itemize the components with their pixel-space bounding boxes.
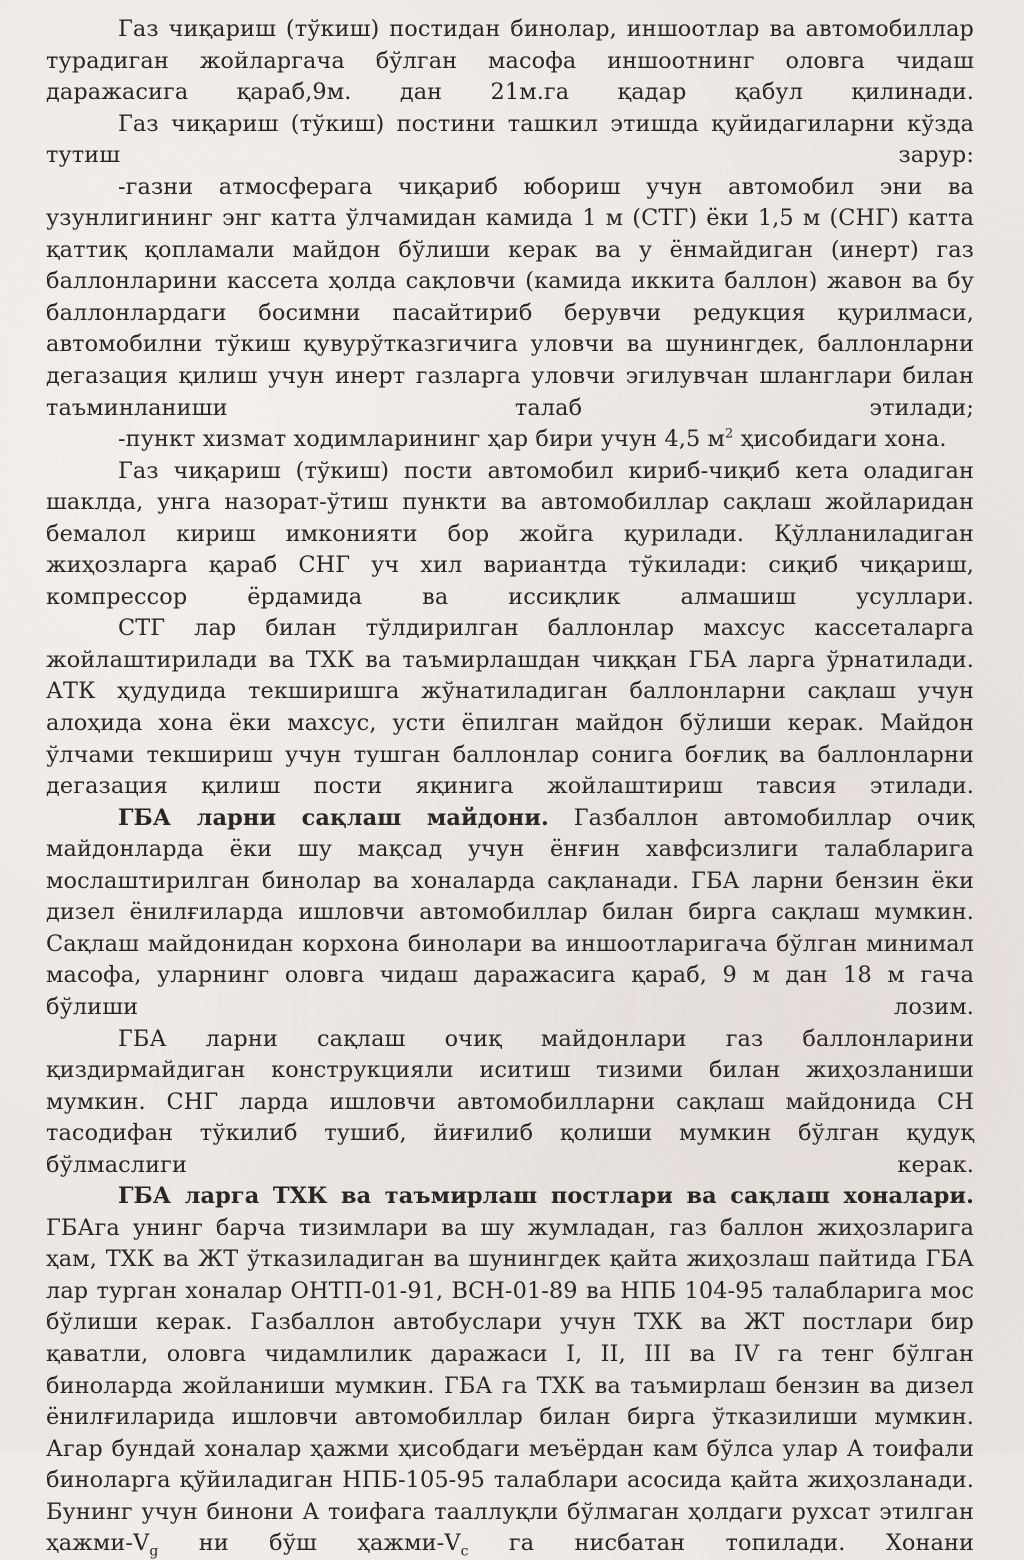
paragraph-cylinders bbox=[46, 613, 974, 802]
paragraph-storage-area bbox=[46, 803, 974, 1024]
list-item-room bbox=[46, 424, 974, 456]
paragraph-text: -пункт хизмат ходимларининг ҳар бири учун 4,5 м bbox=[118, 426, 726, 453]
paragraph-open-areas bbox=[46, 1024, 974, 1182]
paragraph-text: ҳисобидаги хона. bbox=[733, 426, 947, 453]
paragraph-post-layout bbox=[46, 456, 974, 614]
subscript: c bbox=[460, 1543, 469, 1560]
subscript: g bbox=[149, 1543, 159, 1560]
list-item-platform bbox=[46, 172, 974, 424]
paragraph-text: Газ чиқариш (тўкиш) постидан бинолар, иншоотлар ва автомобиллар турадиган жойларгача бўлган масофа иншоотнинг оловга чидаш даражасига қараб,9м. дан 21м.га қадар қабул қилинади. bbox=[46, 16, 974, 106]
superscript: 2 bbox=[725, 426, 734, 442]
paragraph-text: Газ чиқариш (тўкиш) пости автомобил кириб-чиқиб кета оладиган шаклда, унга назорат-ўтиш пункти ва автомобиллар сақлаш жойларидан бемалол кириш имконияти бор жойга қурилади. Қўлланиладиган жиҳозларга қараб СНГ уч хил вариантда тўкилади: сиқиб чиқариш, компрессор ёрдамида ва иссиқлик алмашиш усуллари. bbox=[46, 457, 974, 610]
paragraph-text: ГБА ларни сақлаш очиқ майдонлари газ баллонларини қиздирмайдиган конструкцияли иситиш тизими билан жиҳозланиши мумкин. СНГ ларда ишловчи автомобилларни сақлаш майдонида СН тасодифан тўкилиб тушиб, йиғилиб қолиши мумкин бўлган қудуқ бўлмаслиги керак. bbox=[46, 1025, 974, 1178]
paragraph-maintenance-rooms bbox=[46, 1181, 974, 1560]
paragraph-text: Газ чиқариш (тўкиш) постини ташкил этишда қуйидагиларни кўзда тутиш зарур: bbox=[46, 110, 974, 169]
document-page bbox=[46, 14, 974, 1560]
paragraph-text: га нисбатан топилади. Хонани bbox=[468, 1530, 974, 1557]
paragraph-text: ни бўш ҳажми-V bbox=[158, 1530, 461, 1557]
paragraph-text: Газбаллон автомобиллар очиқ майдонларда ёки шу мақсад учун ёнғин хавфсизлиги талабларига мослаштирилган бинолар ва хоналарда сақланади. ГБА ларни бензин ёки дизел ёнилғиларда ишловчи автомобиллар билан бирга сақлаш мумкин. Сақлаш майдонидан корхона бинолари ва иншоотларигача бўлган минимал масофа, уларнинг оловга чидаш даражасига қараб, 9 м дан 18 м гача бўлиши лозим. bbox=[46, 804, 974, 1020]
section-heading: ГБА ларни сақлаш майдони. bbox=[118, 804, 549, 831]
paragraph-text: ГБАга унинг барча тизимлари ва шу жумладан, газ баллон жиҳозларига ҳам, ТХК ва ЖТ ўтказиладиган ва шунингдек қайта жиҳозлаш пайтида ГБА лар турган хоналар ОНТП-01-91, ВСН-01-89 ва НПБ 104-95 талабларига мос бўлиши керак. Газбаллон автобуслари учун ТХК ва ЖТ постлари бир қаватли, оловга чидамлилик даражаси I, II, III ва IV га тенг бўлган биноларда жойланиши мумкин. ГБА га ТХК ва таъмирлаш бензин ва дизел ёнилғиларида ишловчи автомобиллар билан бирга ўтказилиши мумкин. Агар бундай хоналар ҳажми ҳисобдаги меъёрдан кам бўлса улар А тоифали биноларга қўйиладиган НПБ-105-95 талаблари асосида қайта жиҳозланади. Бунинг учун бинони А тоифага тааллуқли бўлмаган ҳолдаги рухсат этилган ҳажми-V bbox=[46, 1214, 974, 1557]
paragraph-text: -газни атмосферага чиқариб юбориш учун автомобил эни ва узунлигининг энг катта ўлчамидан камида 1 м (СТГ) ёки 1,5 м (СНГ) катта қаттиқ қопламали майдон бўлиши керак ва у ёнмайдиган (инерт) газ баллонларини кассета ҳолда сақловчи (камида иккита баллон) жавон ва бу баллонлардаги босимни пасайтириб берувчи редукция қурилмаси, автомобилни тўкиш қувурўтказгичига уловчи ва шунингдек, баллонларни дегазация қилиш учун инерт газларга уловчи эгилувчан шланглари билан таъминланиши талаб этилади; bbox=[46, 173, 974, 421]
paragraph-requirements-intro bbox=[46, 109, 974, 172]
section-heading: ГБА ларга ТХК ва таъмирлаш постлари ва сақлаш хоналари. bbox=[118, 1183, 974, 1210]
paragraph-distance bbox=[46, 14, 974, 109]
paragraph-text: СТГ лар билан тўлдирилган баллонлар махсус кассеталарга жойлаштирилади ва ТХК ва таъмирлашдан чиққан ГБА ларга ўрнатилади. АТК ҳудудида текширишга жўнатиладиган баллонларни сақлаш учун алоҳида хона ёки махсус, усти ёпилган майдон бўлиши керак. Майдон ўлчами текшириш учун тушган баллонлар сонига боғлиқ ва баллонларни дегазация қилиш пости яқинига жойлаштириш тавсия этилади. bbox=[46, 615, 974, 800]
